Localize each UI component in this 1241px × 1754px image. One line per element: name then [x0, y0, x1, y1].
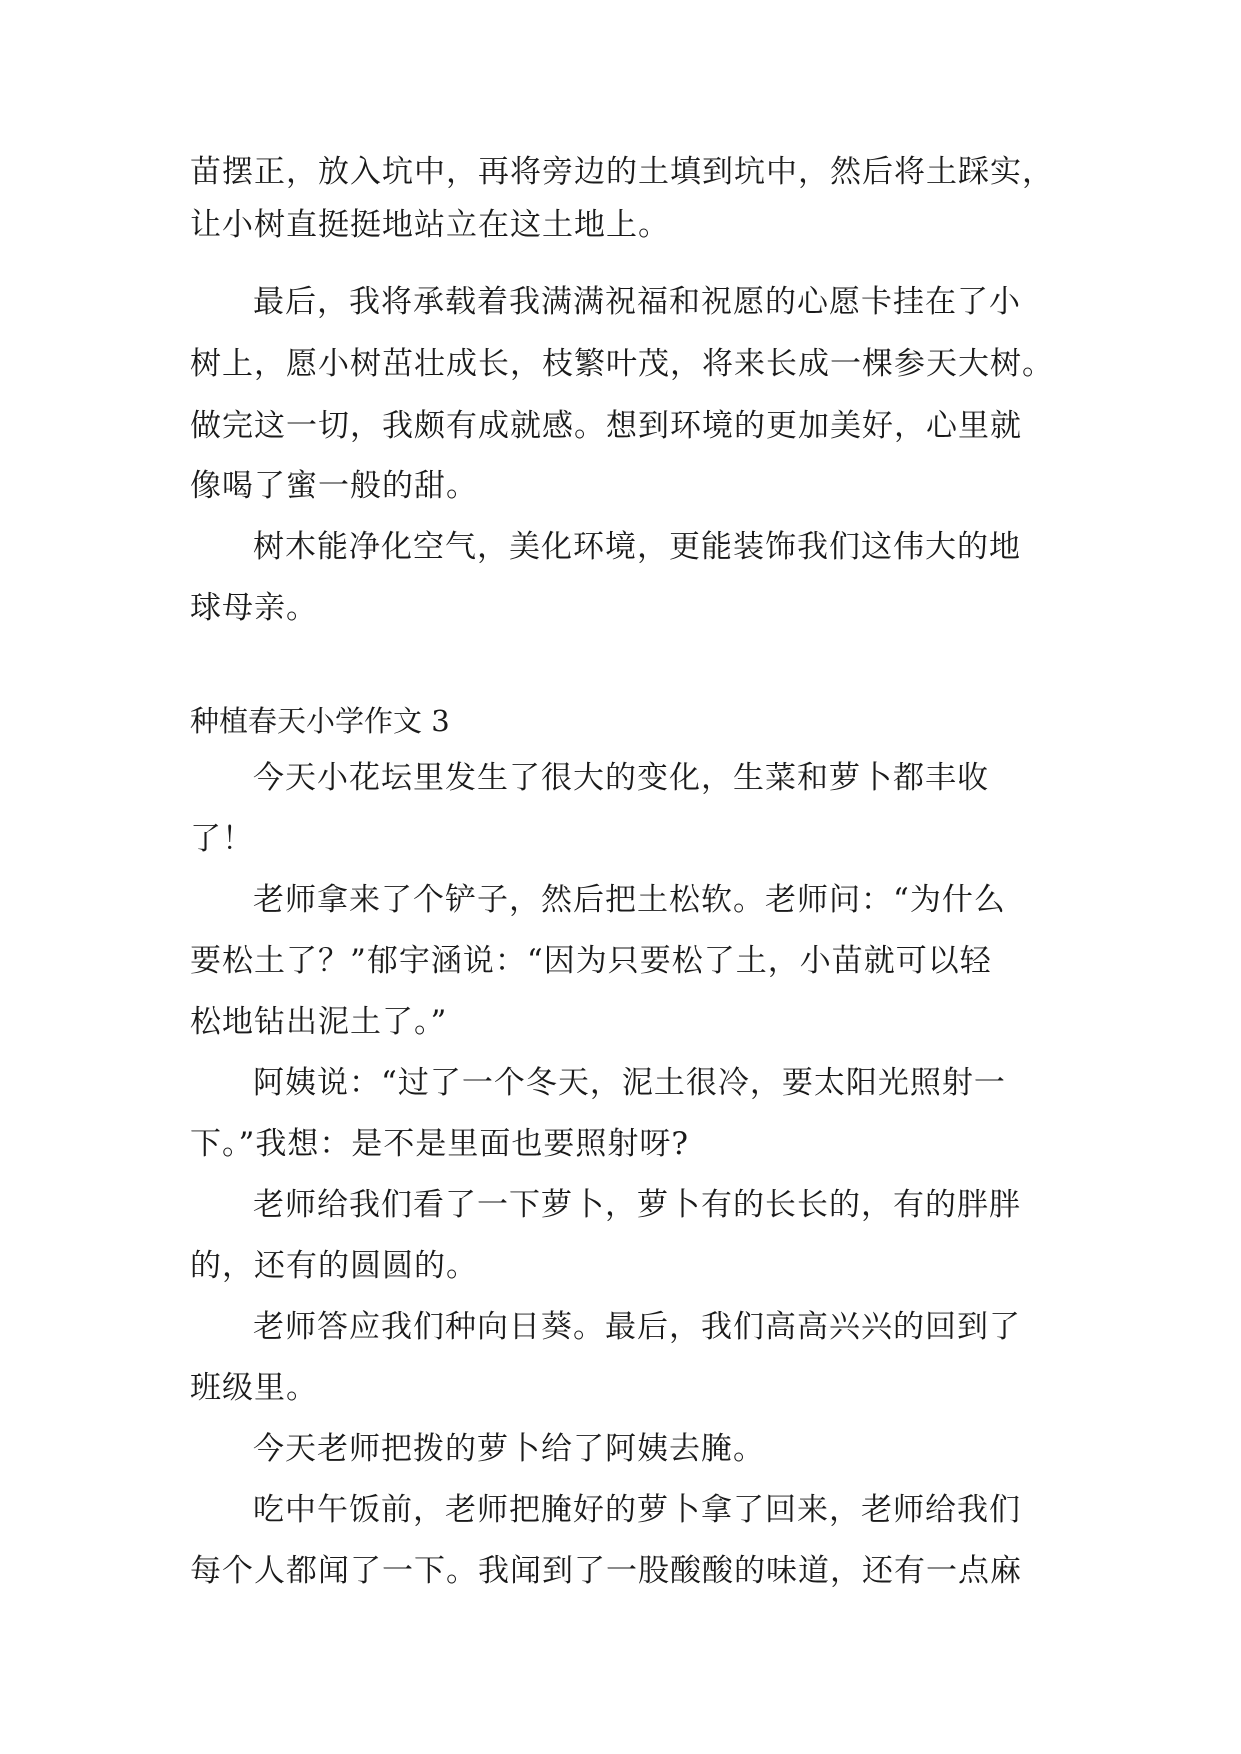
paragraph-first-line: 吃中午饭前，老师把腌好的萝卜拿了回来，老师给我们: [253, 1492, 1021, 1528]
paragraph-first-line: 今天老师把拨的萝卜给了阿姨去腌。: [253, 1431, 765, 1467]
section-heading: 种植春天小学作文 3: [190, 704, 450, 738]
text-line: 松地钻出泥土了。”: [190, 1004, 448, 1040]
text-line: 做完这一切，我颇有成就感。想到环境的更加美好，心里就: [190, 408, 1022, 444]
paragraph-first-line: 今天小花坛里发生了很大的变化，生菜和萝卜都丰收: [253, 760, 989, 796]
text-line: 下。”我想：是不是里面也要照射呀?: [190, 1126, 689, 1162]
paragraph-first-line: 老师拿来了个铲子，然后把土松软。老师问：“为什么: [253, 882, 1006, 918]
paragraph-first-line: 最后，我将承载着我满满祝福和祝愿的心愿卡挂在了小: [253, 284, 1021, 320]
paragraph-first-line: 老师给我们看了一下萝卜，萝卜有的长长的，有的胖胖: [253, 1187, 1021, 1223]
text-line: 球母亲。: [190, 590, 318, 626]
text-line: 要松土了？”郁宇涵说：“因为只要松了土，小苗就可以轻: [190, 943, 992, 979]
text-line: 让小树直挺挺地站立在这土地上。: [190, 207, 670, 243]
paragraph-first-line: 树木能净化空气，美化环境，更能装饰我们这伟大的地: [253, 529, 1021, 565]
text-line: 的，还有的圆圆的。: [190, 1248, 478, 1284]
paragraph-first-line: 阿姨说：“过了一个冬天，泥土很冷，要太阳光照射一: [253, 1065, 1006, 1101]
paragraph-first-line: 老师答应我们种向日葵。最后，我们高高兴兴的回到了: [253, 1309, 1021, 1345]
text-line: 苗摆正，放入坑中，再将旁边的土填到坑中，然后将土踩实，: [190, 154, 1054, 190]
text-line: 班级里。: [190, 1370, 318, 1406]
text-line: 树上，愿小树茁壮成长，枝繁叶茂，将来长成一棵参天大树。: [190, 346, 1054, 382]
text-line: 每个人都闻了一下。我闻到了一股酸酸的味道，还有一点麻: [190, 1553, 1022, 1589]
text-line: 像喝了蜜一般的甜。: [190, 468, 478, 504]
text-line: 了！: [190, 821, 254, 857]
